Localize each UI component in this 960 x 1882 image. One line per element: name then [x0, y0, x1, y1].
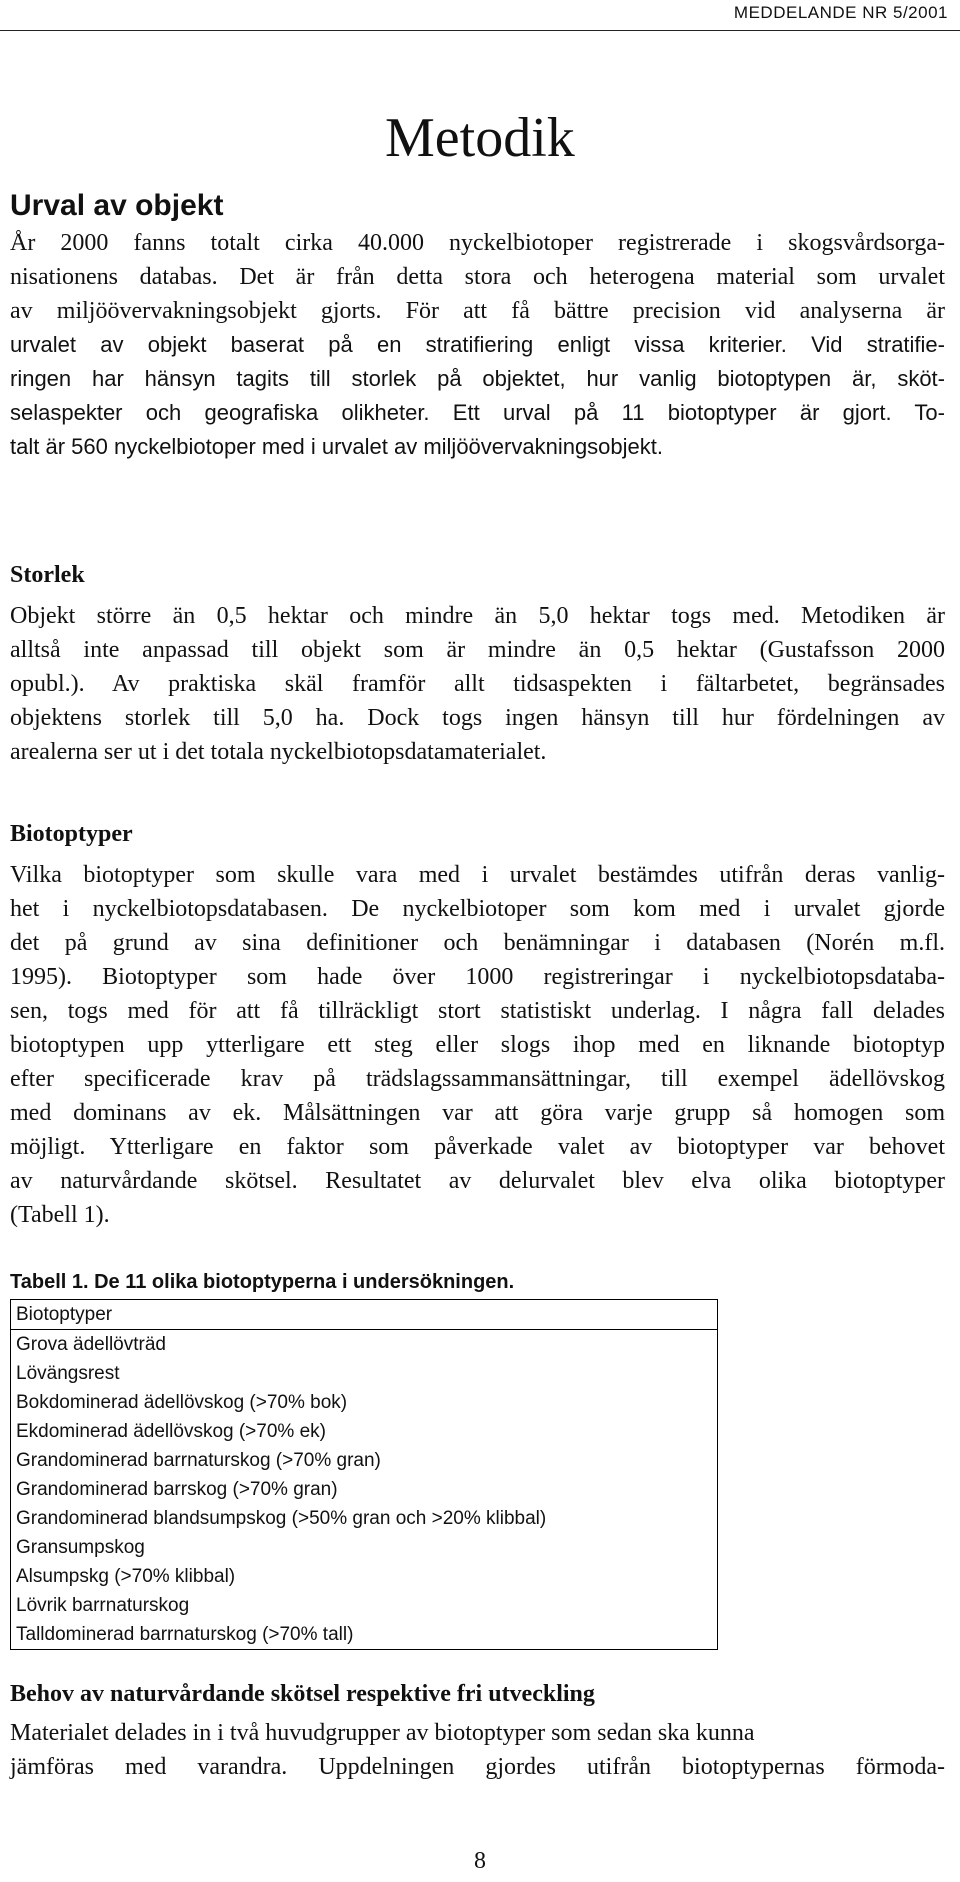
table-header: Biotoptyper	[11, 1300, 717, 1330]
text-line: Vilka biotoptyper som skulle vara med i urvalet bestämdes utifrån deras vanlig-	[10, 862, 945, 888]
text-line: het i nyckelbiotopsdatabasen. De nyckelbiotoper som kom med i urvalet gjorde	[10, 896, 945, 922]
text-line: urvalet av objekt baserat på en stratifiering enligt vissa kriterier. Vid stratifie-	[10, 332, 945, 357]
table-row: Talldominerad barrnaturskog (>70% tall)	[16, 1624, 354, 1645]
text-line: sen, togs med för att få tillräckligt stort statistiskt underlag. I några fall delades	[10, 998, 945, 1024]
text-line: av miljöövervakningsobjekt gjorts. För att få bättre precision vid analyserna är	[10, 298, 945, 324]
page-number: 8	[474, 1848, 486, 1874]
biotope-table	[10, 1299, 718, 1650]
table-caption: Tabell 1. De 11 olika biotoptyperna i undersökningen.	[10, 1271, 515, 1293]
text-line: efter specificerade krav på trädslagssammansättningar, till exempel ädellövskog	[10, 1066, 945, 1092]
section-heading-storlek: Storlek	[10, 562, 85, 588]
table-row: Grandominerad barrnaturskog (>70% gran)	[16, 1450, 381, 1471]
table-row: Lövrik barrnaturskog	[16, 1595, 190, 1616]
running-header	[0, 0, 960, 31]
table-row: Ekdominerad ädellövskog (>70% ek)	[16, 1421, 326, 1442]
text-line: arealerna ser ut i det totala nyckelbiotopsdatamaterialet.	[10, 739, 547, 765]
text-line: År 2000 fanns totalt cirka 40.000 nyckelbiotoper registrerade i skogsvårdsorga-	[10, 230, 945, 256]
paragraph-urval	[10, 226, 945, 464]
paragraph-behov	[10, 1716, 945, 1784]
text-line: Objekt större än 0,5 hektar och mindre än 5,0 hektar togs med. Metodiken är	[10, 603, 945, 629]
text-line: biotoptypen upp ytterligare ett steg eller slogs ihop med en liknande biotoptyp	[10, 1032, 945, 1058]
section-heading-urval: Urval av objekt	[10, 189, 224, 222]
text-line: nisationens databas. Det är från detta stora och heterogena material som urvalet	[10, 264, 945, 290]
text-line: talt är 560 nyckelbiotoper med i urvalet av miljöövervakningsobjekt.	[10, 434, 663, 459]
paragraph-biotoptyper	[10, 858, 945, 1232]
text-line: 1995). Biotoptyper som hade över 1000 registreringar i nyckelbiotopsdataba-	[10, 964, 945, 990]
text-line: med dominans av ek. Målsättningen var att göra varje grupp så homogen som	[10, 1100, 945, 1126]
table-row: Grandominerad blandsumpskog (>50% gran och >20% klibbal)	[16, 1508, 547, 1529]
text-line: objektens storlek till 5,0 ha. Dock togs ingen hänsyn till hur fördelningen av	[10, 705, 945, 731]
text-line: möjligt. Ytterligare en faktor som påverkade valet av biotoptyper var behovet	[10, 1134, 945, 1160]
table-row: Lövängsrest	[16, 1363, 120, 1384]
table-row: Gransumpskog	[16, 1537, 145, 1558]
text-line: alltså inte anpassad till objekt som är mindre än 0,5 hektar (Gustafsson 2000	[10, 637, 945, 663]
table-row: Alsumpskg (>70% klibbal)	[16, 1566, 236, 1587]
section-heading-behov: Behov av naturvårdande skötsel respektive fri utveckling	[10, 1681, 595, 1707]
paragraph-storlek	[10, 599, 945, 769]
text-line: jämföras med varandra. Uppdelningen gjordes utifrån biotoptypernas förmoda-	[10, 1754, 945, 1780]
text-line: det på grund av sina definitioner och benämningar i databasen (Norén m.fl.	[10, 930, 945, 956]
text-line: av naturvårdande skötsel. Resultatet av delurvalet blev elva olika biotoptyper	[10, 1168, 945, 1194]
table-row: Grandominerad barrskog (>70% gran)	[16, 1479, 338, 1500]
table-row: Bokdominerad ädellövskog (>70% bok)	[16, 1392, 348, 1413]
text-line: Materialet delades in i två huvudgrupper av biotoptyper som sedan ska kunna	[10, 1720, 755, 1746]
running-title: MEDDELANDE NR 5/2001	[733, 3, 948, 22]
text-line: opubl.). Av praktiska skäl framför allt tidsaspekten i fältarbetet, begränsades	[10, 671, 945, 697]
chapter-title: Metodik	[385, 107, 575, 169]
table-row: Grova ädellövträd	[16, 1334, 166, 1355]
text-line: ringen har hänsyn tagits till storlek på objektet, hur vanlig biotoptypen är, sköt-	[10, 366, 945, 391]
text-line: (Tabell 1).	[10, 1202, 110, 1228]
text-line: selaspekter och geografiska olikheter. Ett urval på 11 biotoptyper är gjort. To-	[10, 400, 945, 425]
section-heading-biotoptyper: Biotoptyper	[10, 821, 133, 847]
